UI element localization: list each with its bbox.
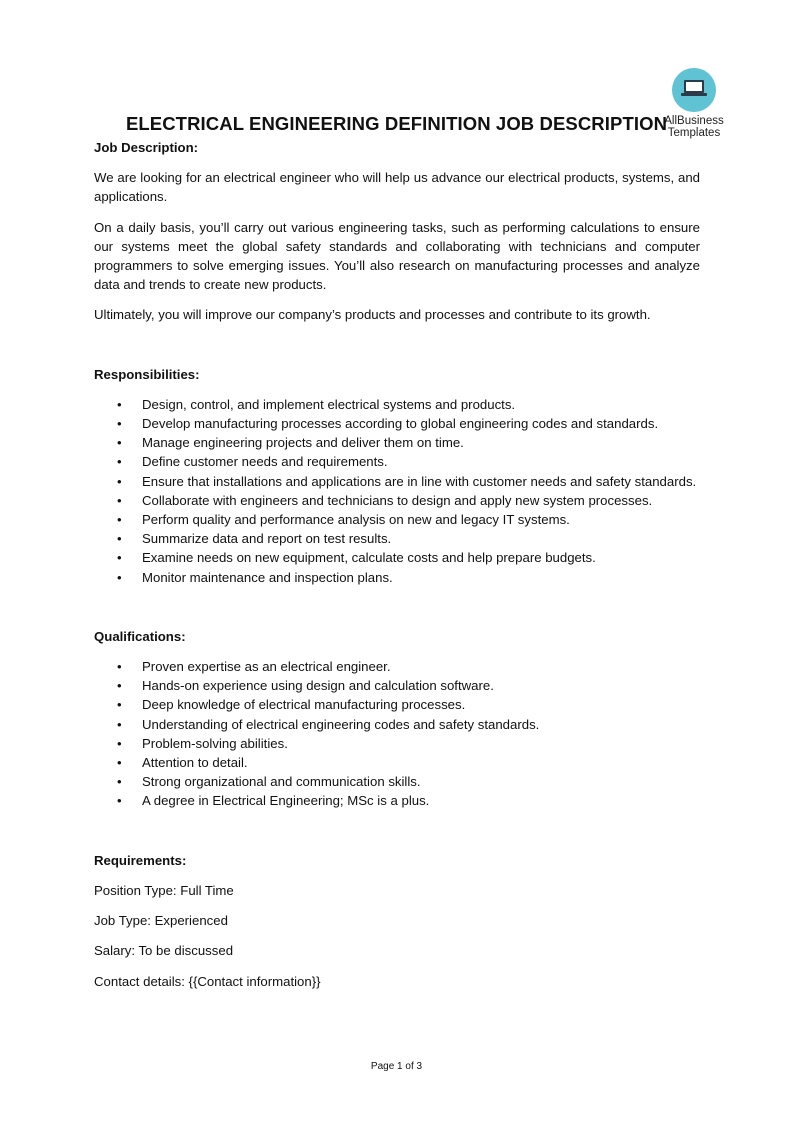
list-item bbox=[94, 734, 700, 753]
bullet-icon: • bbox=[117, 454, 122, 470]
list-item-text: Strong organizational and communication skills. bbox=[142, 774, 421, 790]
qualifications-heading: Qualifications: bbox=[94, 628, 186, 644]
list-item bbox=[94, 772, 700, 791]
requirements-heading: Requirements: bbox=[94, 852, 187, 868]
list-item-text: Perform quality and performance analysis on new and legacy IT systems. bbox=[142, 512, 570, 528]
list-item-text: Proven expertise as an electrical engineer. bbox=[142, 659, 391, 675]
page-number: Page 1 of 3 bbox=[370, 1061, 423, 1072]
logo-line2: Templates bbox=[667, 127, 721, 139]
contact-details-line: Contact details: {{Contact information}} bbox=[94, 973, 321, 989]
list-item bbox=[94, 491, 700, 510]
salary-line: Salary: To be discussed bbox=[94, 943, 234, 959]
bullet-icon: • bbox=[117, 396, 122, 412]
list-item bbox=[94, 414, 700, 433]
bullet-icon: • bbox=[117, 735, 122, 751]
laptop-icon bbox=[672, 68, 716, 112]
list-item bbox=[94, 472, 700, 491]
bullet-icon: • bbox=[117, 416, 122, 432]
list-item-text: Develop manufacturing processes according to global engineering codes and standards. bbox=[142, 416, 659, 432]
job-description-paragraph: We are looking for an electrical engineer who will help us advance our electrical products, systems, and applications. bbox=[94, 170, 700, 205]
list-item-text: Collaborate with engineers and technicians to design and apply new system processes. bbox=[142, 492, 653, 508]
bullet-icon: • bbox=[117, 659, 122, 675]
list-item-text: Monitor maintenance and inspection plans. bbox=[142, 569, 393, 585]
document-body bbox=[94, 138, 700, 991]
document-title: ELECTRICAL ENGINEERING DEFINITION JOB DESCRIPTION bbox=[125, 113, 668, 134]
list-item-text: A degree in Electrical Engineering; MSc is a plus. bbox=[142, 793, 430, 809]
list-item bbox=[94, 657, 700, 676]
list-item bbox=[94, 715, 700, 734]
list-item-text: Ensure that installations and applications are in line with customer needs and safety standards. bbox=[142, 473, 697, 489]
list-item bbox=[94, 510, 700, 529]
bullet-icon: • bbox=[117, 716, 122, 732]
list-item-text: Hands-on experience using design and calculation software. bbox=[142, 678, 494, 694]
job-description-heading: Job Description: bbox=[94, 140, 199, 155]
list-item-text: Design, control, and implement electrical systems and products. bbox=[142, 396, 516, 412]
list-item bbox=[94, 529, 700, 548]
list-item bbox=[94, 452, 700, 471]
bullet-icon: • bbox=[117, 550, 122, 566]
bullet-icon: • bbox=[117, 569, 122, 585]
position-type-line: Position Type: Full Time bbox=[94, 882, 234, 898]
bullet-icon: • bbox=[117, 492, 122, 508]
list-item-text: Summarize data and report on test results. bbox=[142, 531, 392, 547]
bullet-icon: • bbox=[117, 678, 122, 694]
list-item-text: Examine needs on new equipment, calculate costs and help prepare budgets. bbox=[142, 550, 596, 566]
bullet-icon: • bbox=[117, 531, 122, 547]
responsibilities-heading: Responsibilities: bbox=[94, 366, 200, 382]
list-item bbox=[94, 548, 700, 567]
list-item bbox=[94, 395, 700, 414]
responsibilities-list bbox=[94, 395, 700, 587]
list-item-text: Define customer needs and requirements. bbox=[142, 454, 388, 470]
bullet-icon: • bbox=[117, 697, 122, 713]
list-item bbox=[94, 753, 700, 772]
qualifications-list bbox=[94, 657, 700, 811]
bullet-icon: • bbox=[117, 774, 122, 790]
list-item bbox=[94, 695, 700, 714]
job-type-line: Job Type: Experienced bbox=[94, 913, 228, 929]
job-description-paragraph: On a daily basis, you’ll carry out various engineering tasks, such as performing calculations to ensure our systems meet the global safety standards and collaborating with technicians and computer programmers to solve emerging issues. You’ll also research on manufacturing processes and analyze data and trends to create new products. bbox=[94, 219, 700, 293]
list-item bbox=[94, 791, 700, 810]
list-item-text: Manage engineering projects and deliver them on time. bbox=[142, 435, 464, 451]
list-item bbox=[94, 433, 700, 452]
list-item bbox=[94, 568, 700, 587]
bullet-icon: • bbox=[117, 793, 122, 809]
list-item-text: Attention to detail. bbox=[142, 755, 248, 771]
bullet-icon: • bbox=[117, 473, 122, 489]
bullet-icon: • bbox=[117, 435, 122, 451]
list-item-text: Problem-solving abilities. bbox=[142, 735, 288, 751]
logo-line1: AllBusiness bbox=[664, 115, 724, 127]
job-description-paragraph: Ultimately, you will improve our company’s products and processes and contribute to its growth. bbox=[94, 307, 651, 323]
list-item-text: Understanding of electrical engineering codes and safety standards. bbox=[142, 716, 540, 732]
bullet-icon: • bbox=[117, 512, 122, 528]
bullet-icon: • bbox=[117, 755, 122, 771]
list-item bbox=[94, 676, 700, 695]
list-item-text: Deep knowledge of electrical manufacturing processes. bbox=[142, 697, 466, 713]
